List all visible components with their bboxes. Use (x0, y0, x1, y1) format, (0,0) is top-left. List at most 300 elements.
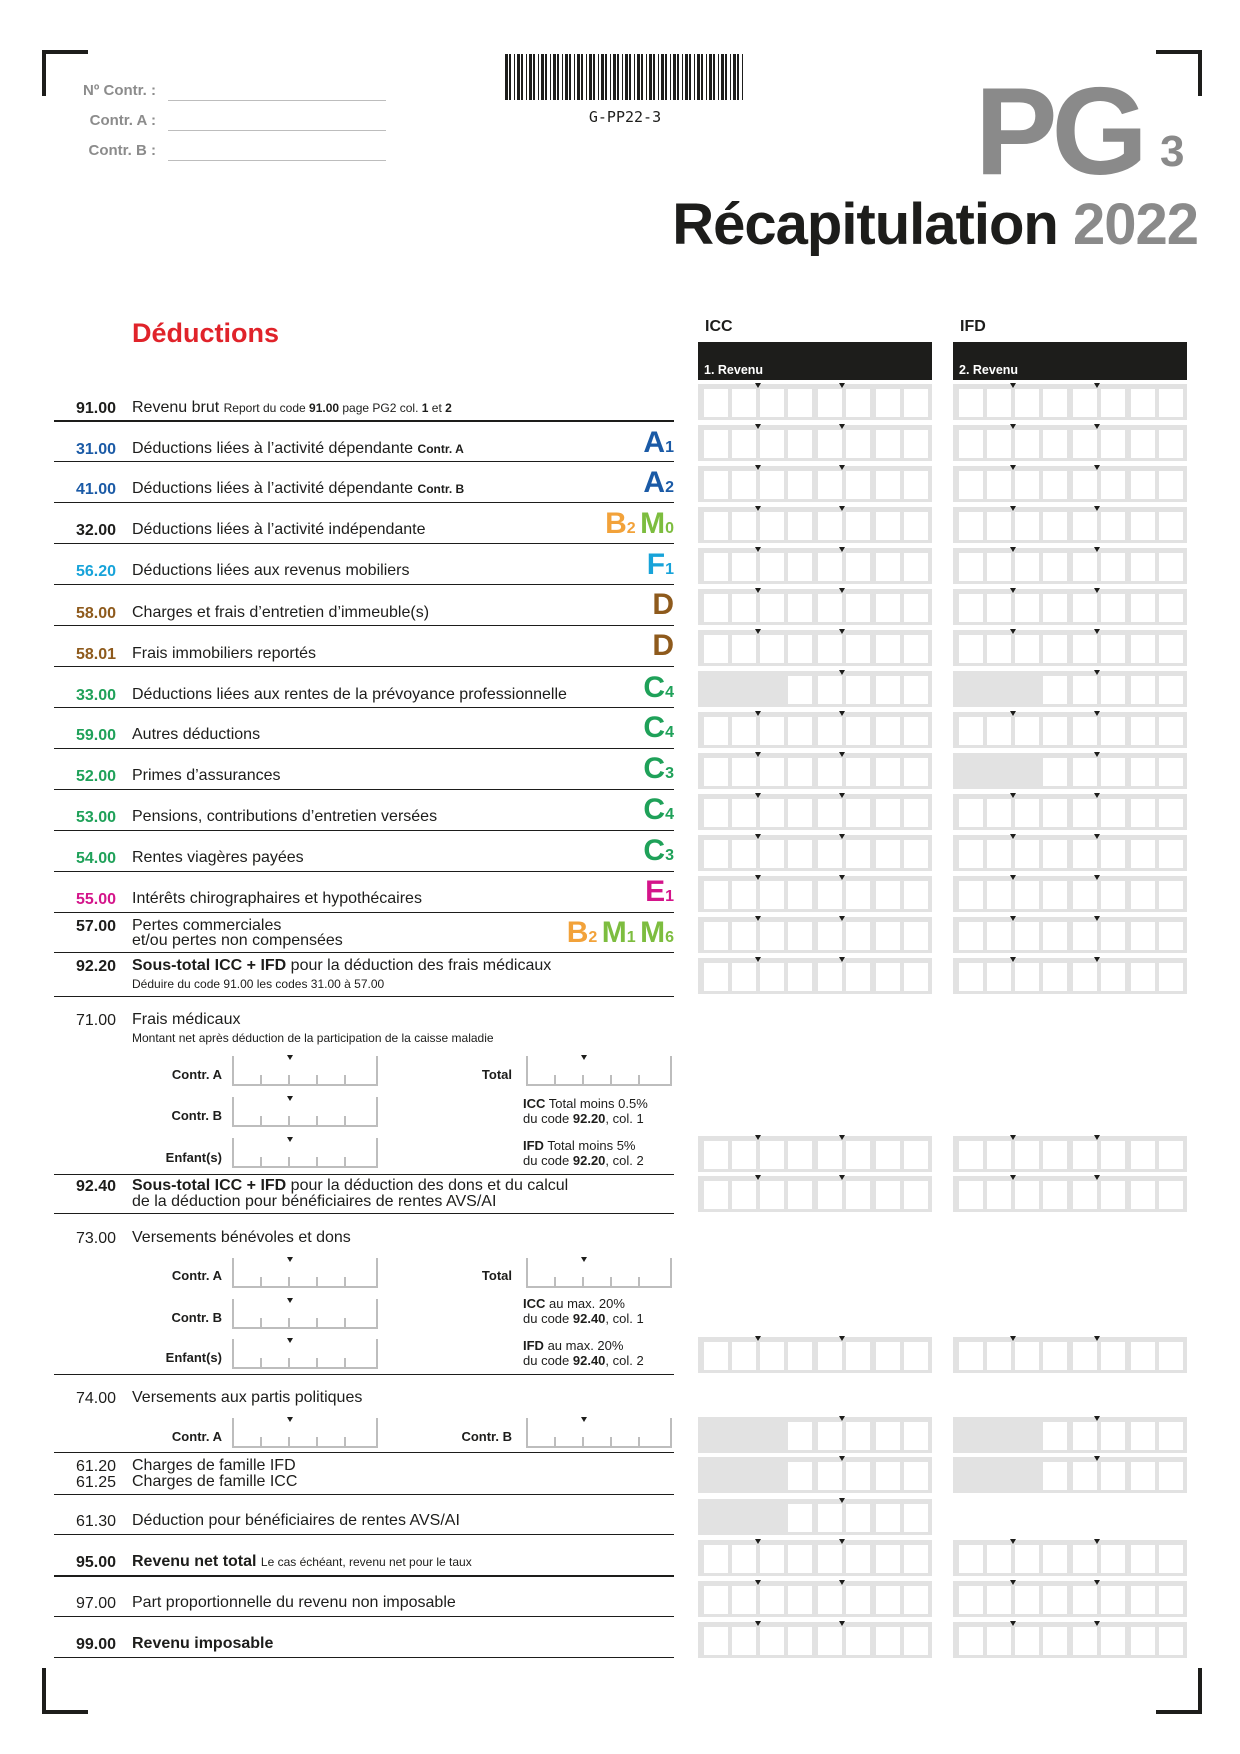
digit-cell[interactable] (1131, 1586, 1155, 1614)
digit-cell[interactable] (846, 1422, 870, 1450)
digit-cell[interactable] (818, 1141, 842, 1169)
digit-cell[interactable] (959, 799, 983, 827)
digit-cell[interactable] (704, 1342, 728, 1370)
digit-cell[interactable] (1073, 430, 1097, 458)
digit-cell[interactable] (1043, 1462, 1067, 1490)
digit-cell[interactable] (1043, 594, 1067, 622)
digit-cell[interactable] (818, 635, 842, 663)
digit-cell[interactable] (818, 1422, 842, 1450)
digit-cell[interactable] (904, 1181, 928, 1209)
digit-cell[interactable] (788, 1627, 812, 1655)
digit-cell[interactable] (1043, 840, 1067, 868)
digit-cell[interactable] (732, 1181, 756, 1209)
icc-amount-92-20[interactable] (698, 958, 932, 994)
digit-cell[interactable] (1159, 1627, 1183, 1655)
digit-cell[interactable] (1073, 1181, 1097, 1209)
digit-cell[interactable] (959, 922, 983, 950)
digit-cell[interactable] (1043, 922, 1067, 950)
digit-cell[interactable] (818, 512, 842, 540)
digit-cell[interactable] (959, 553, 983, 581)
digit-cell[interactable] (818, 594, 842, 622)
digit-cell[interactable] (904, 635, 928, 663)
digit-cell[interactable] (959, 1141, 983, 1169)
icc-amount-92-40[interactable] (698, 1176, 932, 1212)
ifd-amount-92-20[interactable] (953, 958, 1187, 994)
digit-cell[interactable] (876, 430, 900, 458)
digit-cell[interactable] (1101, 1422, 1125, 1450)
digit-cell[interactable] (987, 1586, 1011, 1614)
digit-cell[interactable] (876, 799, 900, 827)
digit-cell[interactable] (846, 676, 870, 704)
ifd-amount-58-00[interactable] (953, 589, 1187, 625)
ifd-amount-33-00[interactable] (953, 671, 1187, 707)
digit-cell[interactable] (732, 1627, 756, 1655)
digit-cell[interactable] (1015, 1586, 1039, 1614)
digit-cell[interactable] (1015, 471, 1039, 499)
digit-cell[interactable] (732, 512, 756, 540)
ifd-amount-54-00[interactable] (953, 835, 1187, 871)
digit-cell[interactable] (1159, 717, 1183, 745)
digit-cell[interactable] (1131, 881, 1155, 909)
digit-cell[interactable] (1015, 1342, 1039, 1370)
digit-cell[interactable] (1159, 1586, 1183, 1614)
digit-cell[interactable] (876, 1627, 900, 1655)
ifd-amount-58-01[interactable] (953, 630, 1187, 666)
digit-cell[interactable] (788, 553, 812, 581)
digit-cell[interactable] (788, 840, 812, 868)
digit-cell[interactable] (760, 635, 784, 663)
digit-cell[interactable] (1159, 1181, 1183, 1209)
digit-cell[interactable] (1073, 1627, 1097, 1655)
digit-cell[interactable] (987, 840, 1011, 868)
digit-cell[interactable] (904, 1586, 928, 1614)
digit-cell[interactable] (1101, 389, 1125, 417)
digit-cell[interactable] (876, 1586, 900, 1614)
digit-cell[interactable] (704, 471, 728, 499)
digit-cell[interactable] (788, 1422, 812, 1450)
digit-cell[interactable] (1159, 1462, 1183, 1490)
digit-cell[interactable] (1101, 1342, 1125, 1370)
icc-amount-74-00[interactable] (698, 1417, 932, 1453)
icc-amount-54-00[interactable] (698, 835, 932, 871)
icc-amount-97-00[interactable] (698, 1581, 932, 1617)
digit-cell[interactable] (846, 471, 870, 499)
contr-a-field[interactable] (168, 130, 386, 131)
digit-cell[interactable] (760, 1545, 784, 1573)
med-enfants-field[interactable] (232, 1138, 378, 1168)
digit-cell[interactable] (788, 676, 812, 704)
digit-cell[interactable] (904, 758, 928, 786)
ifd-amount-56-20[interactable] (953, 548, 1187, 584)
digit-cell[interactable] (904, 1342, 928, 1370)
don-contr-b-field[interactable] (232, 1299, 378, 1329)
digit-cell[interactable] (846, 1141, 870, 1169)
digit-cell[interactable] (959, 717, 983, 745)
digit-cell[interactable] (959, 840, 983, 868)
digit-cell[interactable] (987, 635, 1011, 663)
digit-cell[interactable] (904, 676, 928, 704)
digit-cell[interactable] (1131, 389, 1155, 417)
digit-cell[interactable] (1073, 512, 1097, 540)
digit-cell[interactable] (1131, 922, 1155, 950)
digit-cell[interactable] (1073, 676, 1097, 704)
digit-cell[interactable] (1043, 430, 1067, 458)
digit-cell[interactable] (959, 594, 983, 622)
icc-amount-33-00[interactable] (698, 671, 932, 707)
digit-cell[interactable] (987, 717, 1011, 745)
digit-cell[interactable] (1015, 389, 1039, 417)
icc-amount-73-00[interactable] (698, 1337, 932, 1373)
ifd-amount-92-40[interactable] (953, 1176, 1187, 1212)
digit-cell[interactable] (1043, 758, 1067, 786)
digit-cell[interactable] (1043, 553, 1067, 581)
digit-cell[interactable] (1131, 512, 1155, 540)
digit-cell[interactable] (732, 963, 756, 991)
icc-amount-59-00[interactable] (698, 712, 932, 748)
digit-cell[interactable] (1015, 840, 1039, 868)
digit-cell[interactable] (788, 635, 812, 663)
digit-cell[interactable] (1101, 758, 1125, 786)
digit-cell[interactable] (846, 635, 870, 663)
digit-cell[interactable] (1043, 1627, 1067, 1655)
digit-cell[interactable] (846, 430, 870, 458)
digit-cell[interactable] (1043, 676, 1067, 704)
ifd-amount-55-00[interactable] (953, 876, 1187, 912)
digit-cell[interactable] (904, 430, 928, 458)
digit-cell[interactable] (1073, 1586, 1097, 1614)
digit-cell[interactable] (1043, 635, 1067, 663)
digit-cell[interactable] (876, 594, 900, 622)
digit-cell[interactable] (732, 840, 756, 868)
digit-cell[interactable] (1015, 635, 1039, 663)
digit-cell[interactable] (904, 1422, 928, 1450)
digit-cell[interactable] (704, 758, 728, 786)
digit-cell[interactable] (1073, 635, 1097, 663)
digit-cell[interactable] (1073, 1462, 1097, 1490)
digit-cell[interactable] (704, 1545, 728, 1573)
icc-amount-61-20[interactable] (698, 1457, 932, 1493)
digit-cell[interactable] (788, 799, 812, 827)
digit-cell[interactable] (818, 963, 842, 991)
digit-cell[interactable] (818, 840, 842, 868)
digit-cell[interactable] (876, 389, 900, 417)
digit-cell[interactable] (1015, 881, 1039, 909)
digit-cell[interactable] (987, 512, 1011, 540)
digit-cell[interactable] (788, 594, 812, 622)
digit-cell[interactable] (1101, 1586, 1125, 1614)
digit-cell[interactable] (904, 963, 928, 991)
digit-cell[interactable] (760, 881, 784, 909)
digit-cell[interactable] (760, 963, 784, 991)
digit-cell[interactable] (788, 922, 812, 950)
digit-cell[interactable] (846, 1462, 870, 1490)
digit-cell[interactable] (987, 553, 1011, 581)
parti-contr-b-field[interactable] (526, 1418, 672, 1448)
don-contr-a-field[interactable] (232, 1258, 378, 1288)
digit-cell[interactable] (1159, 1342, 1183, 1370)
digit-cell[interactable] (788, 963, 812, 991)
digit-cell[interactable] (876, 553, 900, 581)
digit-cell[interactable] (876, 922, 900, 950)
digit-cell[interactable] (876, 676, 900, 704)
digit-cell[interactable] (846, 799, 870, 827)
digit-cell[interactable] (876, 1422, 900, 1450)
digit-cell[interactable] (1101, 717, 1125, 745)
digit-cell[interactable] (1131, 1422, 1155, 1450)
med-total-field[interactable] (526, 1056, 672, 1086)
digit-cell[interactable] (1159, 799, 1183, 827)
digit-cell[interactable] (760, 594, 784, 622)
digit-cell[interactable] (1043, 1342, 1067, 1370)
digit-cell[interactable] (788, 1545, 812, 1573)
digit-cell[interactable] (1101, 963, 1125, 991)
digit-cell[interactable] (1015, 799, 1039, 827)
digit-cell[interactable] (1159, 963, 1183, 991)
icc-amount-53-00[interactable] (698, 794, 932, 830)
digit-cell[interactable] (1073, 1545, 1097, 1573)
digit-cell[interactable] (788, 430, 812, 458)
digit-cell[interactable] (959, 1181, 983, 1209)
digit-cell[interactable] (788, 389, 812, 417)
digit-cell[interactable] (1131, 1141, 1155, 1169)
digit-cell[interactable] (704, 799, 728, 827)
digit-cell[interactable] (704, 594, 728, 622)
digit-cell[interactable] (1073, 1342, 1097, 1370)
digit-cell[interactable] (732, 1545, 756, 1573)
digit-cell[interactable] (704, 881, 728, 909)
digit-cell[interactable] (1159, 676, 1183, 704)
digit-cell[interactable] (788, 512, 812, 540)
ifd-amount-59-00[interactable] (953, 712, 1187, 748)
digit-cell[interactable] (1101, 1462, 1125, 1490)
digit-cell[interactable] (846, 1342, 870, 1370)
ifd-amount-95-00[interactable] (953, 1540, 1187, 1576)
digit-cell[interactable] (846, 717, 870, 745)
digit-cell[interactable] (959, 512, 983, 540)
digit-cell[interactable] (959, 635, 983, 663)
digit-cell[interactable] (876, 1462, 900, 1490)
digit-cell[interactable] (876, 1342, 900, 1370)
digit-cell[interactable] (904, 512, 928, 540)
digit-cell[interactable] (1043, 1181, 1067, 1209)
digit-cell[interactable] (760, 799, 784, 827)
digit-cell[interactable] (1043, 799, 1067, 827)
digit-cell[interactable] (846, 1586, 870, 1614)
icc-amount-31-00[interactable] (698, 425, 932, 461)
digit-cell[interactable] (904, 1141, 928, 1169)
digit-cell[interactable] (732, 553, 756, 581)
don-total-field[interactable] (526, 1258, 672, 1288)
digit-cell[interactable] (818, 1627, 842, 1655)
digit-cell[interactable] (1073, 799, 1097, 827)
digit-cell[interactable] (1015, 717, 1039, 745)
digit-cell[interactable] (1159, 1545, 1183, 1573)
digit-cell[interactable] (1159, 922, 1183, 950)
digit-cell[interactable] (1159, 1141, 1183, 1169)
no-contr-field[interactable] (168, 100, 386, 101)
ifd-amount-57-00[interactable] (953, 917, 1187, 953)
digit-cell[interactable] (1015, 1627, 1039, 1655)
digit-cell[interactable] (904, 717, 928, 745)
digit-cell[interactable] (1159, 389, 1183, 417)
digit-cell[interactable] (818, 471, 842, 499)
ifd-amount-41-00[interactable] (953, 466, 1187, 502)
digit-cell[interactable] (760, 758, 784, 786)
digit-cell[interactable] (732, 881, 756, 909)
digit-cell[interactable] (1159, 840, 1183, 868)
digit-cell[interactable] (904, 1504, 928, 1532)
digit-cell[interactable] (1101, 1627, 1125, 1655)
digit-cell[interactable] (846, 758, 870, 786)
digit-cell[interactable] (987, 389, 1011, 417)
digit-cell[interactable] (1101, 1545, 1125, 1573)
digit-cell[interactable] (1043, 881, 1067, 909)
digit-cell[interactable] (1073, 881, 1097, 909)
digit-cell[interactable] (846, 553, 870, 581)
digit-cell[interactable] (732, 594, 756, 622)
digit-cell[interactable] (1073, 553, 1097, 581)
digit-cell[interactable] (732, 1342, 756, 1370)
digit-cell[interactable] (876, 963, 900, 991)
digit-cell[interactable] (732, 635, 756, 663)
digit-cell[interactable] (1101, 922, 1125, 950)
digit-cell[interactable] (732, 471, 756, 499)
digit-cell[interactable] (732, 1141, 756, 1169)
digit-cell[interactable] (1131, 1627, 1155, 1655)
digit-cell[interactable] (1073, 963, 1097, 991)
icc-amount-41-00[interactable] (698, 466, 932, 502)
don-enfants-field[interactable] (232, 1339, 378, 1369)
digit-cell[interactable] (818, 1181, 842, 1209)
icc-amount-58-00[interactable] (698, 589, 932, 625)
digit-cell[interactable] (1073, 594, 1097, 622)
parti-contr-a-field[interactable] (232, 1418, 378, 1448)
digit-cell[interactable] (1073, 922, 1097, 950)
digit-cell[interactable] (904, 1627, 928, 1655)
digit-cell[interactable] (732, 717, 756, 745)
digit-cell[interactable] (1101, 553, 1125, 581)
digit-cell[interactable] (904, 1545, 928, 1573)
digit-cell[interactable] (959, 1342, 983, 1370)
digit-cell[interactable] (904, 1462, 928, 1490)
icc-amount-32-00[interactable] (698, 507, 932, 543)
digit-cell[interactable] (818, 1504, 842, 1532)
digit-cell[interactable] (704, 430, 728, 458)
digit-cell[interactable] (1159, 430, 1183, 458)
digit-cell[interactable] (959, 1627, 983, 1655)
digit-cell[interactable] (1073, 758, 1097, 786)
digit-cell[interactable] (1131, 1545, 1155, 1573)
ifd-amount-97-00[interactable] (953, 1581, 1187, 1617)
digit-cell[interactable] (1015, 1545, 1039, 1573)
ifd-amount-32-00[interactable] (953, 507, 1187, 543)
digit-cell[interactable] (876, 881, 900, 909)
digit-cell[interactable] (760, 1181, 784, 1209)
digit-cell[interactable] (1131, 758, 1155, 786)
digit-cell[interactable] (760, 717, 784, 745)
ifd-amount-74-00[interactable] (953, 1417, 1187, 1453)
ifd-amount-71-00[interactable] (953, 1136, 1187, 1172)
digit-cell[interactable] (1131, 471, 1155, 499)
digit-cell[interactable] (846, 512, 870, 540)
digit-cell[interactable] (1131, 594, 1155, 622)
digit-cell[interactable] (1015, 1181, 1039, 1209)
digit-cell[interactable] (704, 1181, 728, 1209)
ifd-amount-31-00[interactable] (953, 425, 1187, 461)
digit-cell[interactable] (904, 799, 928, 827)
digit-cell[interactable] (876, 1545, 900, 1573)
digit-cell[interactable] (760, 430, 784, 458)
digit-cell[interactable] (818, 1342, 842, 1370)
digit-cell[interactable] (904, 471, 928, 499)
digit-cell[interactable] (904, 922, 928, 950)
digit-cell[interactable] (987, 1342, 1011, 1370)
digit-cell[interactable] (760, 922, 784, 950)
digit-cell[interactable] (1043, 1586, 1067, 1614)
digit-cell[interactable] (904, 840, 928, 868)
ifd-amount-73-00[interactable] (953, 1337, 1187, 1373)
digit-cell[interactable] (704, 635, 728, 663)
digit-cell[interactable] (1131, 1462, 1155, 1490)
digit-cell[interactable] (987, 922, 1011, 950)
digit-cell[interactable] (788, 471, 812, 499)
digit-cell[interactable] (732, 389, 756, 417)
digit-cell[interactable] (1131, 717, 1155, 745)
digit-cell[interactable] (987, 1627, 1011, 1655)
digit-cell[interactable] (1043, 1545, 1067, 1573)
digit-cell[interactable] (788, 1342, 812, 1370)
digit-cell[interactable] (846, 594, 870, 622)
digit-cell[interactable] (1015, 553, 1039, 581)
digit-cell[interactable] (876, 758, 900, 786)
digit-cell[interactable] (1073, 471, 1097, 499)
ifd-amount-61-20[interactable] (953, 1457, 1187, 1493)
digit-cell[interactable] (876, 1504, 900, 1532)
digit-cell[interactable] (987, 1545, 1011, 1573)
digit-cell[interactable] (1073, 389, 1097, 417)
digit-cell[interactable] (818, 1545, 842, 1573)
digit-cell[interactable] (1043, 1422, 1067, 1450)
digit-cell[interactable] (1131, 635, 1155, 663)
digit-cell[interactable] (1073, 1141, 1097, 1169)
digit-cell[interactable] (987, 430, 1011, 458)
digit-cell[interactable] (1101, 840, 1125, 868)
digit-cell[interactable] (788, 1462, 812, 1490)
digit-cell[interactable] (704, 1141, 728, 1169)
digit-cell[interactable] (788, 1141, 812, 1169)
digit-cell[interactable] (1159, 553, 1183, 581)
digit-cell[interactable] (904, 389, 928, 417)
digit-cell[interactable] (1101, 471, 1125, 499)
digit-cell[interactable] (732, 799, 756, 827)
digit-cell[interactable] (1101, 430, 1125, 458)
digit-cell[interactable] (788, 717, 812, 745)
digit-cell[interactable] (818, 758, 842, 786)
icc-amount-95-00[interactable] (698, 1540, 932, 1576)
digit-cell[interactable] (876, 635, 900, 663)
digit-cell[interactable] (1159, 471, 1183, 499)
digit-cell[interactable] (704, 840, 728, 868)
digit-cell[interactable] (704, 1586, 728, 1614)
digit-cell[interactable] (1131, 553, 1155, 581)
digit-cell[interactable] (1159, 881, 1183, 909)
digit-cell[interactable] (1015, 922, 1039, 950)
digit-cell[interactable] (1101, 635, 1125, 663)
digit-cell[interactable] (846, 1181, 870, 1209)
med-contr-a-field[interactable] (232, 1056, 378, 1086)
digit-cell[interactable] (876, 512, 900, 540)
med-contr-b-field[interactable] (232, 1097, 378, 1127)
